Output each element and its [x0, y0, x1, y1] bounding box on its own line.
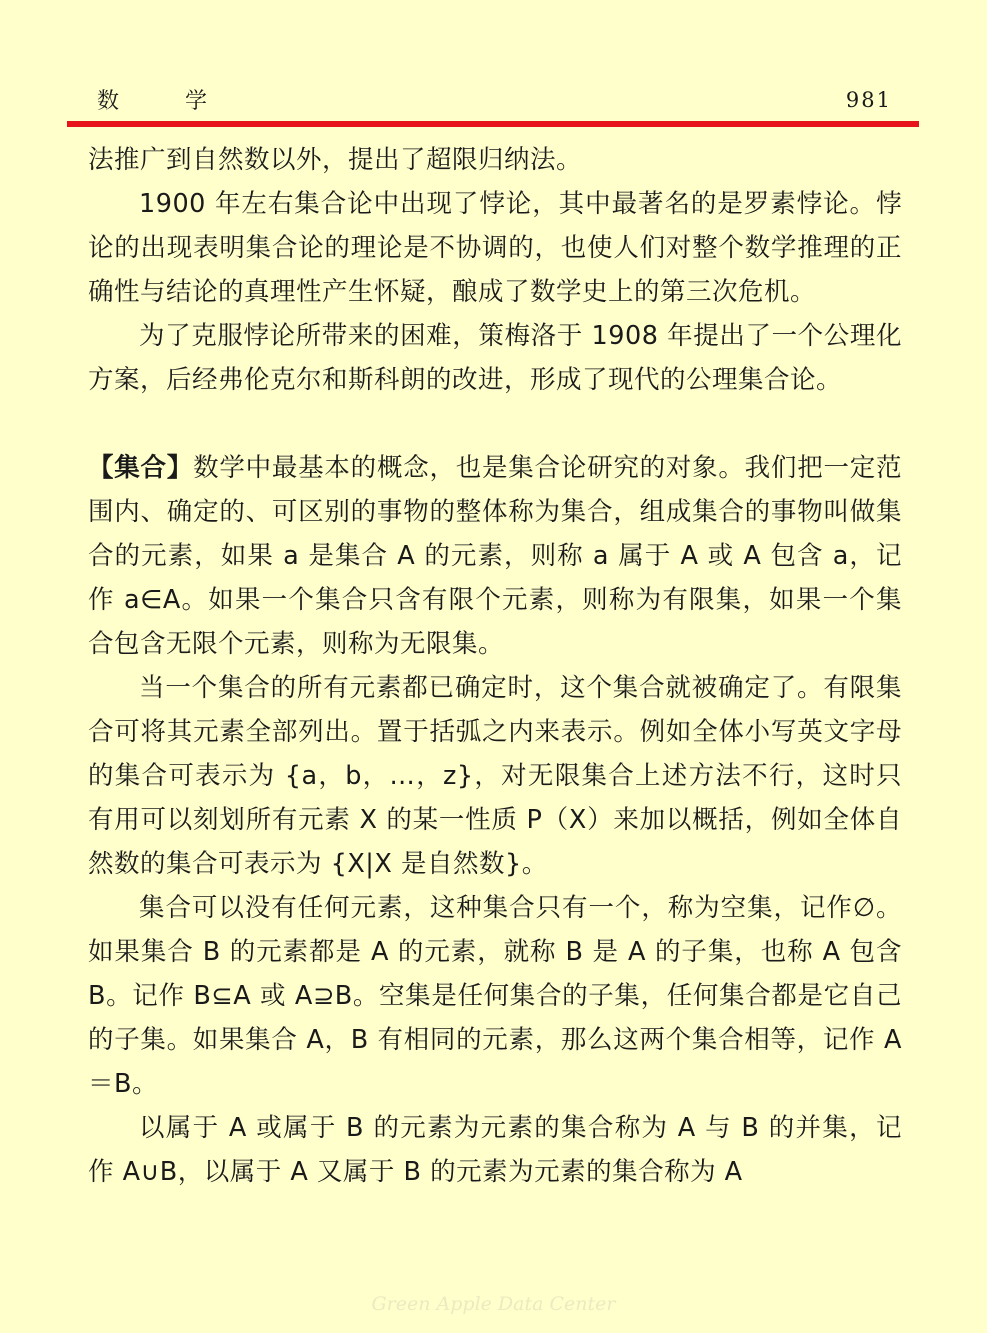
- page-header: [0, 0, 987, 130]
- entry-definition: 数学中最基本的概念，也是集合论研究的对象。我们把一定范围内、确定的、可区别的事物的整体称为集合，组成集合的事物叫做集合的元素，如果 a 是集合 A 的元素，则称 a 属于 A 或 A 包含 a，记作 a∈A。如果一个集合只含有限个元素，则称为有限集，如果一个集合包含无限个元素，则称为无限集。: [88, 453, 902, 659]
- page-number: 981: [845, 88, 892, 112]
- paragraph-paradox: 1900 年左右集合论中出现了悖论，其中最著名的是罗素悖论。悖论的出现表明集合论的理论是不协调的，也使人们对整个数学推理的正确性与结论的真理性产生怀疑，酿成了数学史上的第三次危机。: [88, 189, 902, 307]
- paragraph-representation: 当一个集合的所有元素都已确定时，这个集合就被确定了。有限集合可将其元素全部列出。置于括弧之内来表示。例如全体小写英文字母的集合可表示为 {a，b，…，z}，对无限集合上述方法不行，这时只有用可以刻划所有元素 X 的某一性质 P（X）来加以概括，例如全体自然数的集合可表示为 {X|X 是自然数}。: [88, 673, 902, 879]
- header-rule: [67, 121, 919, 127]
- running-title: 数 学: [97, 89, 230, 114]
- paragraph-axiomatic: 为了克服悖论所带来的困难，策梅洛于 1908 年提出了一个公理化方案，后经弗伦克尔和斯科朗的改进，形成了现代的公理集合论。: [88, 321, 902, 395]
- article-body: [88, 138, 902, 1194]
- entry-set: [88, 446, 902, 666]
- watermark: Green Apple Data Center: [371, 1293, 616, 1315]
- paragraph-subset: 集合可以没有任何元素，这种集合只有一个，称为空集，记作∅。如果集合 B 的元素都是 A 的元素，就称 B 是 A 的子集，也称 A 包含 B。记作 B⊆A 或 A⊇B。空集是任何集合的子集，任何集合都是它自己的子集。如果集合 A，B 有相同的元素，那么这两个集合相等，记作 A＝B。: [88, 893, 902, 1099]
- entry-term: 【集合】: [88, 453, 194, 483]
- paragraph-continuation: 法推广到自然数以外，提出了超限归纳法。: [88, 145, 583, 175]
- paragraph-union: 以属于 A 或属于 B 的元素为元素的集合称为 A 与 B 的并集，记作 A∪B，以属于 A 又属于 B 的元素为元素的集合称为 A: [88, 1113, 902, 1187]
